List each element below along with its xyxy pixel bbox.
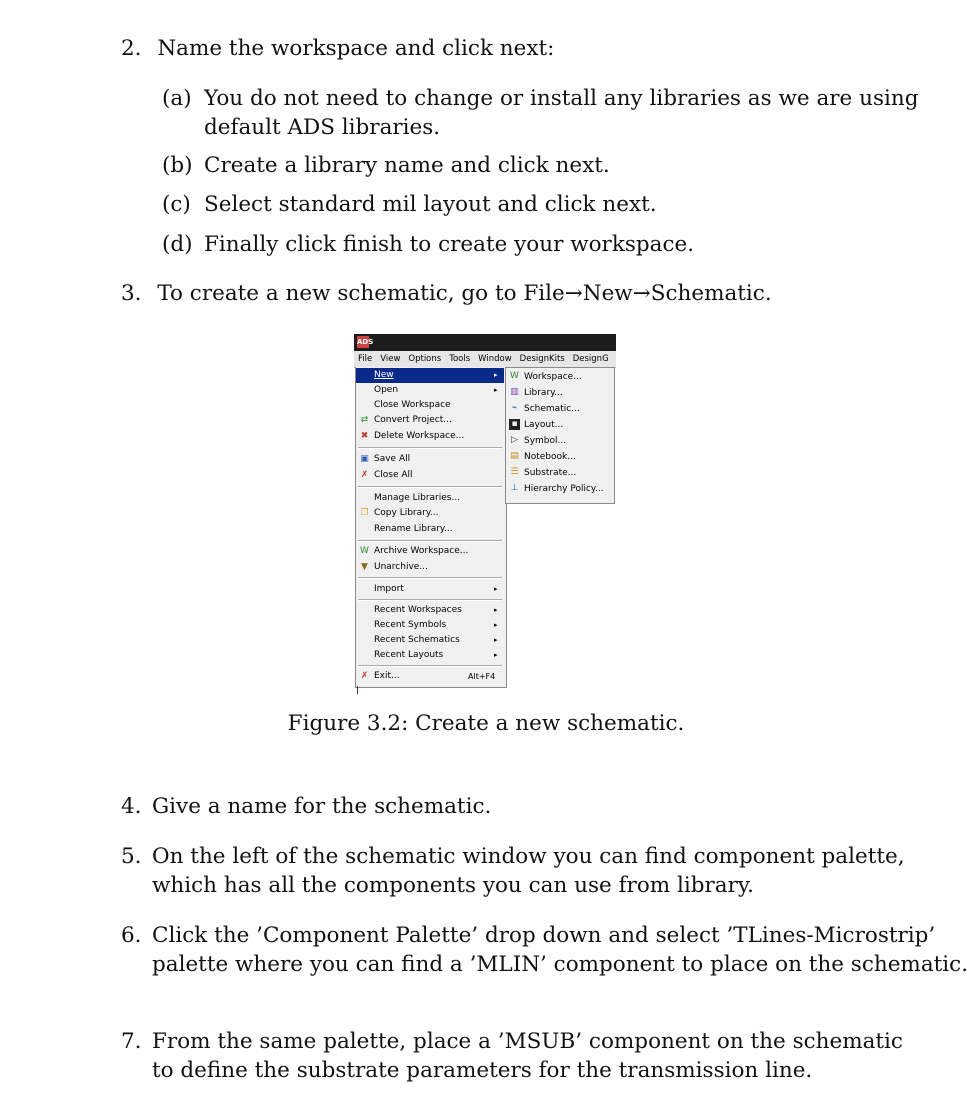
menu-bar (354, 351, 616, 368)
ads-menu-screenshot (354, 334, 616, 692)
menu-item-exit[interactable] (356, 669, 504, 684)
menu-designkits[interactable]: DesignKits (519, 354, 565, 364)
menu-item-close-workspace-label: Close Workspace (374, 400, 451, 410)
substep-c-text: Select standard mil layout and click next. (204, 192, 657, 217)
exit-icon: ✗ (360, 671, 369, 681)
menu-item-recent-schematics[interactable] (356, 633, 504, 648)
submenu-item-notebook-label: Notebook... (524, 452, 576, 462)
menu-item-exit-label: Exit... (374, 671, 400, 681)
window-titlebar (354, 334, 616, 351)
submenu-arrow-icon: ▸ (494, 606, 498, 614)
menu-item-convert-project-label: Convert Project... (374, 415, 452, 425)
menu-item-delete-workspace-label: Delete Workspace... (374, 431, 465, 441)
menu-item-copy-library[interactable] (356, 506, 504, 521)
substep-d-text: Finally click finish to create your workspace. (204, 232, 695, 257)
menu-separator (358, 599, 502, 601)
schematic-icon: ⌁ (511, 403, 518, 413)
substep-c (162, 190, 191, 219)
workspace-icon: W (510, 371, 519, 381)
submenu-item-library-label: Library... (524, 388, 563, 398)
step-4-number: 4. (121, 794, 142, 819)
step-4-line-1: Give a name for the schematic. (152, 794, 492, 819)
step-6-line-2: palette where you can find a ’MLIN’ component to place on the schematic. (152, 952, 969, 977)
menu-item-close-all[interactable] (356, 468, 504, 483)
menu-item-delete-workspace[interactable] (356, 429, 504, 444)
submenu-item-layout[interactable] (506, 417, 614, 433)
substrate-icon: ☰ (510, 467, 519, 477)
submenu-item-schematic[interactable] (506, 401, 614, 417)
step-3-text: To create a new schematic, go to File→New→Schematic. (157, 281, 772, 306)
exit-shortcut: Alt+F4 (468, 672, 496, 681)
submenu-item-workspace-label: Workspace... (524, 372, 582, 382)
step-2-text: Name the workspace and click next: (157, 36, 555, 61)
save-icon: ▣ (360, 454, 369, 464)
submenu-item-symbol-label: Symbol... (524, 436, 567, 446)
notebook-icon: ▤ (510, 451, 519, 461)
substep-d-label: (d) (162, 232, 193, 257)
menu-item-recent-workspaces-label: Recent Workspaces (374, 605, 462, 615)
menu-item-manage-libraries-label: Manage Libraries... (374, 493, 461, 503)
menu-window[interactable]: Window (478, 354, 512, 364)
step-5-line-1: On the left of the schematic window you can find component palette, (152, 844, 905, 869)
menu-item-recent-symbols[interactable] (356, 618, 504, 633)
symbol-icon: ▷ (511, 435, 518, 445)
menu-item-unarchive-label: Unarchive... (374, 562, 428, 572)
step-7-line-1: From the same palette, place a ’MSUB’ component on the schematic (152, 1029, 903, 1054)
menu-item-archive-workspace-label: Archive Workspace... (374, 546, 469, 556)
archive-icon: W (360, 546, 369, 556)
step-3 (121, 279, 772, 308)
menu-item-rename-library-label: Rename Library... (374, 524, 453, 534)
submenu-item-layout-label: Layout... (524, 420, 564, 430)
menu-separator (358, 447, 502, 449)
menu-separator (358, 577, 502, 579)
figure-caption: Figure 3.2: Create a new schematic. (287, 711, 685, 736)
substep-a-text (204, 84, 918, 142)
menu-item-recent-schematics-label: Recent Schematics (374, 635, 460, 645)
step-4-text (152, 792, 491, 821)
menu-item-open-label: Open (374, 385, 399, 395)
library-icon: ▥ (510, 387, 519, 397)
submenu-item-symbol[interactable] (506, 433, 614, 449)
substep-b (162, 151, 193, 180)
mouse-cursor (357, 686, 358, 694)
menu-separator (358, 665, 502, 667)
submenu-item-substrate[interactable] (506, 465, 614, 481)
substep-a-line-1: You do not need to change or install any libraries as we are using (204, 86, 919, 111)
step-2 (121, 34, 554, 63)
file-menu (355, 367, 507, 688)
menu-tools[interactable]: Tools (449, 354, 471, 364)
step-7-line-2: to define the substrate parameters for the transmission line. (152, 1058, 813, 1083)
substep-b-text: Create a library name and click next. (204, 153, 610, 178)
substep-d (162, 230, 193, 259)
menu-separator (358, 486, 502, 488)
step-6-text (152, 921, 968, 979)
hierarchy-icon: ⊥ (510, 483, 519, 493)
menu-options[interactable]: Options (408, 354, 442, 364)
step-5-line-2: which has all the components you can use from library. (152, 873, 754, 898)
menu-item-recent-symbols-label: Recent Symbols (374, 620, 447, 630)
submenu-arrow-icon: ▸ (494, 621, 498, 629)
substep-b-label: (b) (162, 153, 193, 178)
menu-file[interactable]: File (358, 354, 373, 364)
menu-item-save-all[interactable] (356, 452, 504, 467)
menu-item-recent-workspaces[interactable] (356, 603, 504, 618)
step-7-number: 7. (121, 1029, 142, 1054)
unarchive-icon: ▼ (361, 562, 368, 572)
substep-c-label: (c) (162, 192, 191, 217)
menu-item-save-all-label: Save All (374, 454, 411, 464)
step-2-number: 2. (121, 36, 142, 61)
copy-library-icon: ❐ (360, 508, 369, 518)
menu-item-close-workspace[interactable] (356, 398, 504, 413)
submenu-item-hierarchy-policy-label: Hierarchy Policy... (524, 484, 604, 494)
submenu-arrow-icon: ▸ (494, 371, 498, 379)
menu-item-import[interactable] (356, 582, 504, 597)
new-submenu (505, 367, 615, 504)
step-3-number: 3. (121, 281, 142, 306)
menu-designguide[interactable]: DesignG (572, 354, 609, 364)
submenu-arrow-icon: ▸ (494, 651, 498, 659)
menu-item-archive-workspace[interactable] (356, 544, 504, 559)
menu-item-new-label: New (374, 370, 394, 380)
substep-a-line-2: default ADS libraries. (204, 115, 441, 140)
menu-item-copy-library-label: Copy Library... (374, 508, 439, 518)
menu-item-new[interactable] (356, 368, 504, 383)
step-5-text (152, 842, 905, 900)
menu-item-convert-project[interactable] (356, 413, 504, 428)
step-6-number: 6. (121, 923, 142, 948)
menu-item-open[interactable] (356, 383, 504, 398)
menu-item-manage-libraries[interactable] (356, 491, 504, 506)
step-6-line-1: Click the ’Component Palette’ drop down and select ’TLines-Microstrip’ (152, 923, 936, 948)
menu-item-import-label: Import (374, 584, 404, 594)
submenu-item-workspace[interactable] (506, 369, 614, 385)
menu-view[interactable]: View (380, 354, 401, 364)
submenu-item-notebook[interactable] (506, 449, 614, 465)
submenu-item-library[interactable] (506, 385, 614, 401)
menu-separator (358, 540, 502, 542)
submenu-item-hierarchy-policy[interactable] (506, 481, 614, 497)
ads-app-icon: ADS (357, 338, 374, 346)
step-5-number: 5. (121, 844, 142, 869)
convert-icon: ⇄ (360, 415, 369, 425)
step-7-text (152, 1027, 903, 1085)
menu-item-recent-layouts[interactable] (356, 648, 504, 663)
submenu-arrow-icon: ▸ (494, 386, 498, 394)
menu-item-recent-layouts-label: Recent Layouts (374, 650, 444, 660)
submenu-arrow-icon: ▸ (494, 636, 498, 644)
menu-item-unarchive[interactable] (356, 560, 504, 575)
menu-item-close-all-label: Close All (374, 470, 413, 480)
delete-icon: ✖ (360, 431, 369, 441)
layout-icon: ▪ (509, 419, 520, 430)
close-all-icon: ✗ (360, 470, 369, 480)
menu-item-rename-library[interactable] (356, 522, 504, 537)
substep-a-label: (a) (162, 86, 192, 111)
substep-a (162, 84, 192, 113)
submenu-item-substrate-label: Substrate... (524, 468, 577, 478)
submenu-item-schematic-label: Schematic... (524, 404, 580, 414)
submenu-arrow-icon: ▸ (494, 585, 498, 593)
